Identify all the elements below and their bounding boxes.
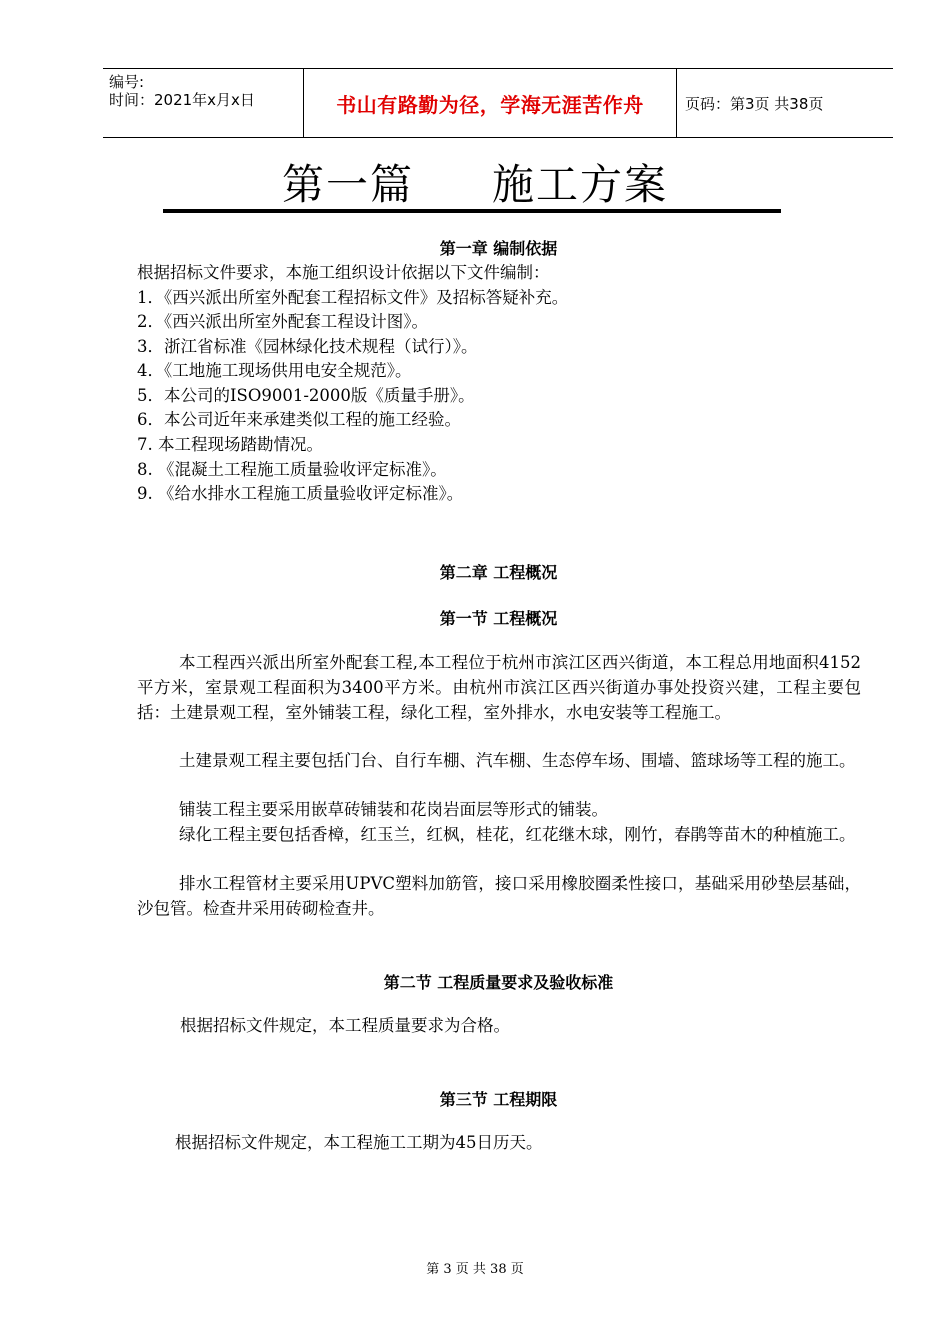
section1-paragraph: 排水工程管材主要采用UPVC塑料加筋管，接口采用橡胶圈柔性接口，基础采用砂垫层基础，沙包管。检查井采用砖砌检查井。 [137,874,861,918]
header-motto: 书山有路勤为径，学海无涯苦作舟 [303,69,677,137]
section3-heading: 第三节 工程期限 [439,1090,558,1109]
time-label: 时间：2021年x月x日 [109,91,255,109]
section1-heading: 第一节 工程概况 [439,609,558,628]
chapter2-heading: 第二章 工程概况 [439,563,558,582]
page-footer: 第 3 页 共 38 页 [426,1262,524,1277]
list-item: 1．《西兴派出所室外配套工程招标文件》及招标答疑补充。 [137,288,569,307]
list-item: 6．本公司近年来承建类似工程的施工经验。 [137,410,461,429]
title-part2: 施工方案 [492,160,669,209]
header-page-label: 页码：第3页 共38页 [685,94,824,113]
section2-text: 根据招标文件规定，本工程质量要求为合格。 [180,1016,510,1035]
header-meta [103,69,303,137]
title-underline [163,209,781,213]
list-item: 4．《工地施工现场供用电安全规范》。 [137,361,412,380]
list-item: 9. 《给水排水工程施工质量验收评定标准》。 [137,484,464,503]
section1-paragraph: 本工程西兴派出所室外配套工程,本工程位于杭州市滨江区西兴街道，本工程总用地面积4152平方米，室景观工程面积为3400平方米。由杭州市滨江区西兴街道办事处投资兴建，工程主要包括：土建景观工程，室外铺装工程，绿化工程，室外排水，水电安装等工程施工。 [137,653,861,722]
chapter1-heading: 第一章 编制依据 [439,239,558,258]
section3-text: 根据招标文件规定，本工程施工工期为45日历天。 [175,1133,543,1152]
chapter1-intro: 根据招标文件要求，本施工组织设计依据以下文件编制： [137,263,550,282]
list-item: 5．本公司的ISO9001-2000版《质量手册》。 [137,386,475,405]
title-part1: 第一篇 [281,160,414,209]
list-item: 3．浙江省标准《园林绿化技术规程（试行）》。 [137,337,478,356]
document-header [103,68,893,138]
section1-paragraph: 土建景观工程主要包括门台、自行车棚、汽车棚、生态停车场、围墙、篮球场等工程的施工。 [179,751,856,770]
section1-paragraph: 铺装工程主要采用嵌草砖铺装和花岗岩面层等形式的铺装。 [179,800,608,819]
list-item: 7. 本工程现场踏勘情况。 [137,435,323,454]
number-label: 编号: [109,73,145,91]
section1-paragraph: 绿化工程主要包括香樟，红玉兰，红枫，桂花，红花继木球，刚竹，春鹃等苗木的种植施工。 [179,825,856,844]
list-item: 2．《西兴派出所室外配套工程设计图》。 [137,312,428,331]
page-title [0,160,950,210]
section2-heading: 第二节 工程质量要求及验收标准 [383,973,614,992]
list-item: 8. 《混凝土工程施工质量验收评定标准》。 [137,460,447,479]
